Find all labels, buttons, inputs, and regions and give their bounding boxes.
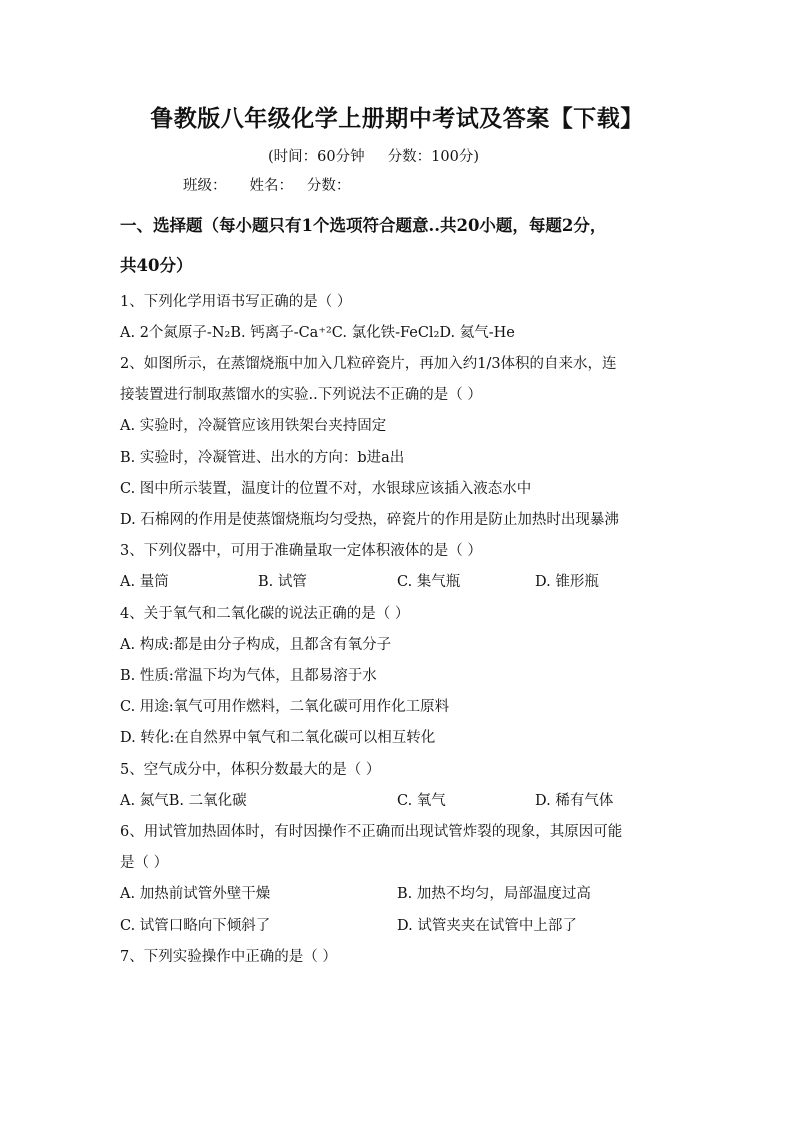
question-2-option-a: A. 实验时，冷凝管应该用铁架台夹持固定 — [120, 418, 387, 434]
question-7-stem: 7、下列实验操作中正确的是（ ） — [120, 949, 337, 965]
question-2-option-b: B. 实验时，冷凝管进、出水的方向：b进a出 — [120, 450, 405, 466]
question-6-option-a: A. 加热前试管外壁干燥 — [120, 886, 271, 902]
question-1-stem: 1、下列化学用语书写正确的是（ ） — [120, 294, 352, 310]
question-5-option-d: D. 稀有气体 — [535, 793, 614, 809]
question-5-option-c: C. 氧气 — [397, 793, 446, 809]
question-3-option-a: A. 量筒 — [120, 574, 169, 590]
question-4-option-c: C. 用途:氧气可用作燃料，二氧化碳可用作化工原料 — [120, 699, 450, 715]
question-6-option-c: C. 试管口略向下倾斜了 — [120, 918, 271, 934]
question-4-option-a: A. 构成:都是由分子构成，且都含有氧分子 — [120, 637, 392, 653]
question-4-option-b: B. 性质:常温下均为气体，且都易溶于水 — [120, 668, 377, 684]
question-3-option-c: C. 集气瓶 — [397, 574, 461, 590]
question-6-option-d: D. 试管夹夹在试管中上部了 — [397, 918, 577, 934]
question-1-options: A. 2个氮原子-N₂B. 钙离子-Ca⁺²C. 氯化铁-FeCl₂D. 氦气-He — [120, 325, 515, 341]
question-2-option-d: D. 石棉网的作用是使蒸馏烧瓶均匀受热，碎瓷片的作用是防止加热时出现暴沸 — [120, 512, 619, 528]
question-3-option-b: B. 试管 — [258, 574, 307, 590]
question-3-option-d: D. 锥形瓶 — [535, 574, 599, 590]
question-6-stem-cont: 是（ ） — [120, 855, 169, 871]
section-heading-cont: 共40分） — [120, 256, 193, 275]
question-6-stem: 6、用试管加热固体时，有时因操作不正确而出现试管炸裂的现象，其原因可能 — [120, 824, 623, 840]
section-heading: 一、选择题（每小题只有1个选项符合题意..共20小题，每题2分， — [120, 216, 607, 235]
question-4-stem: 4、关于氧气和二氧化碳的说法正确的是（ ） — [120, 606, 410, 622]
question-5-option-ab: A. 氮气B. 二氧化碳 — [120, 793, 247, 809]
page-title: 鲁教版八年级化学上册期中考试及答案【下载】 — [150, 105, 644, 132]
question-3-stem: 3、下列仪器中，可用于准确量取一定体积液体的是（ ） — [120, 543, 482, 559]
question-6-option-b: B. 加热不均匀，局部温度过高 — [397, 886, 591, 902]
question-2-option-c: C. 图中所示装置，温度计的位置不对，水银球应该插入液态水中 — [120, 481, 532, 497]
question-2-stem: 2、如图所示，在蒸馏烧瓶中加入几粒碎瓷片，再加入约1/3体积的自来水，连 — [120, 356, 617, 372]
question-4-option-d: D. 转化:在自然界中氧气和二氧化碳可以相互转化 — [120, 730, 436, 746]
question-2-stem-cont: 接装置进行制取蒸馏水的实验..下列说法不正确的是（ ） — [120, 387, 482, 403]
exam-time-score: (时间：60分钟 分数：100分) — [268, 149, 479, 165]
student-info-line: 班级： 姓名： 分数： — [183, 178, 351, 194]
question-5-stem: 5、空气成分中，体积分数最大的是（ ） — [120, 762, 381, 778]
